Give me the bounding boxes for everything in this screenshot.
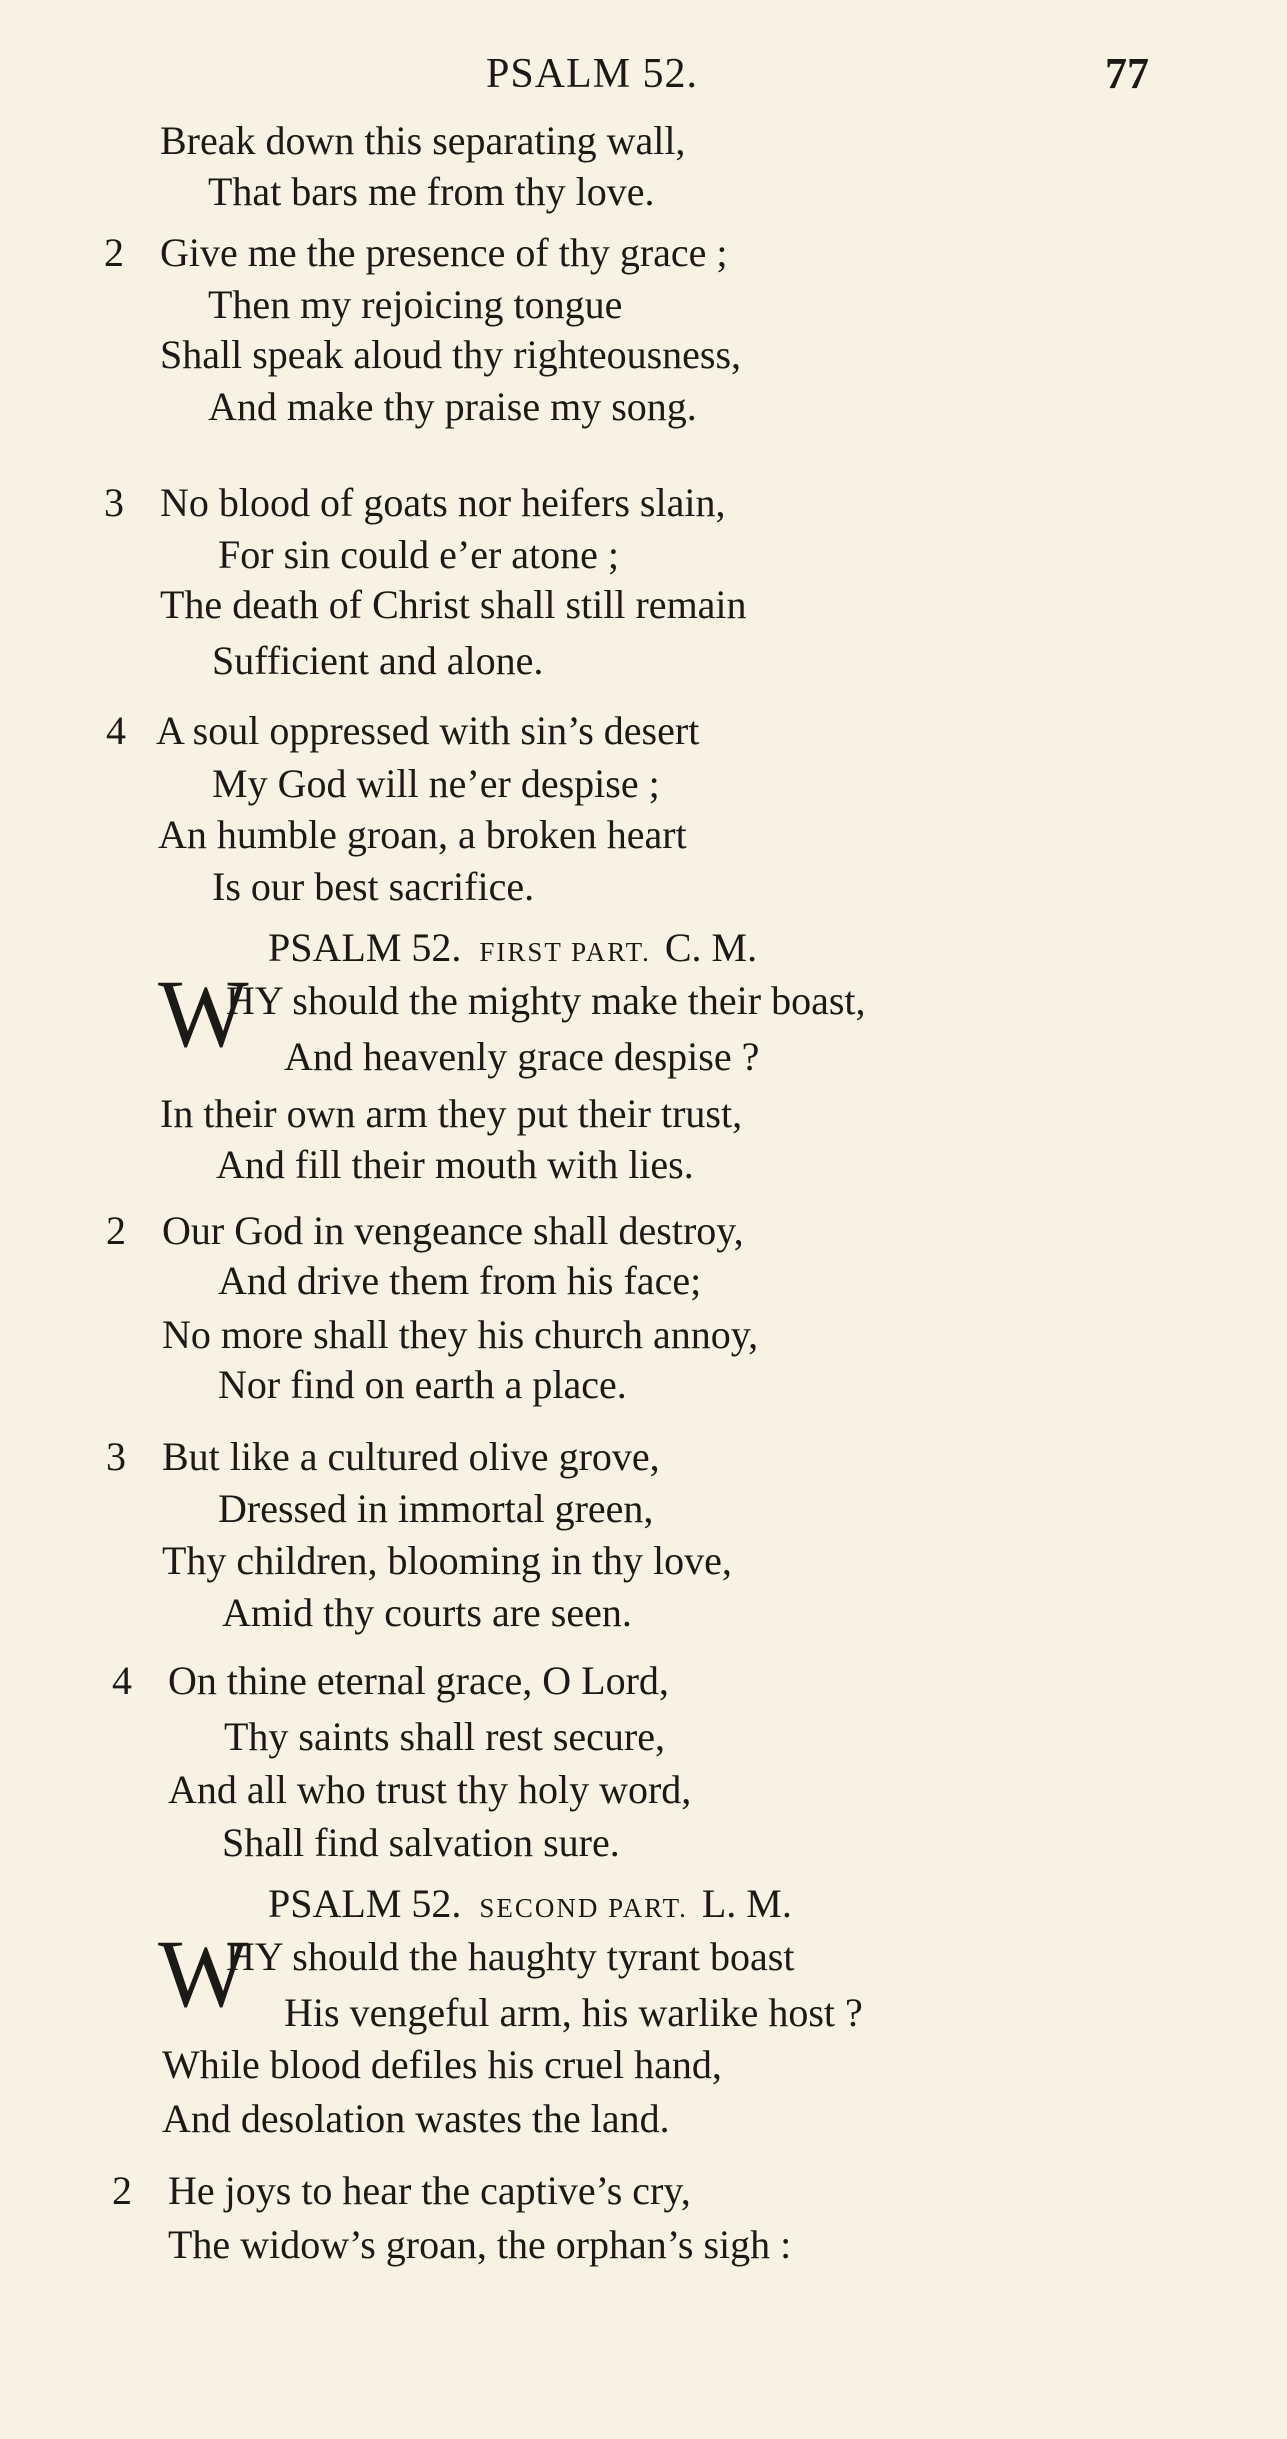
verse-line: And desolation wastes the land. (162, 2096, 670, 2141)
verse-line: Thy saints shall rest secure, (224, 1714, 665, 1759)
verse-line: Our God in vengeance shall destroy, (162, 1208, 744, 1253)
stanza-number: 2 (104, 230, 124, 275)
verse-line: While blood defiles his cruel hand, (162, 2042, 722, 2087)
verse-line: Shall find salvation sure. (222, 1820, 620, 1865)
verse-line: The death of Christ shall still remain (160, 582, 747, 627)
verse-line: Break down this separating wall, (160, 118, 686, 163)
stanza-number: 2 (106, 1208, 126, 1253)
verse-line: But like a cultured olive grove, (162, 1434, 660, 1479)
stanza-number: 3 (106, 1434, 126, 1479)
stanza-number: 3 (104, 480, 124, 525)
verse-line: Sufficient and alone. (212, 638, 544, 683)
drop-cap-letter: W (158, 1920, 249, 2027)
verse-line: An humble groan, a broken heart (158, 812, 687, 857)
verse-line: The widow’s groan, the orphan’s sigh : (168, 2222, 792, 2267)
verse-line: A soul oppressed with sin’s desert (156, 708, 700, 753)
psalm-heading-meter: L. M. (701, 1881, 792, 1926)
psalm-heading-second-part (268, 1878, 792, 1934)
verse-line: In their own arm they put their trust, (160, 1091, 743, 1136)
verse-line: No blood of goats nor heifers slain, (160, 480, 726, 525)
verse-line: Then my rejoicing tongue (208, 282, 623, 327)
page-number: 77 (1105, 49, 1149, 98)
psalm-heading-title: PSALM 52. (268, 925, 462, 970)
verse-line: HY should the mighty make their boast, (226, 978, 866, 1023)
verse-line: And make thy praise my song. (208, 384, 697, 429)
verse-line: That bars me from thy love. (208, 169, 655, 214)
verse-line: And heavenly grace despise ? (284, 1034, 760, 1079)
verse-line: Is our best sacrifice. (212, 864, 535, 909)
verse-line: My God will ne’er despise ; (212, 761, 660, 806)
psalm-heading-part: FIRST PART. (479, 937, 651, 967)
verse-line: And drive them from his face; (218, 1258, 702, 1303)
verse-line: HY should the haughty tyrant boast (226, 1934, 795, 1979)
psalm-heading-meter: C. M. (664, 925, 758, 970)
verse-line: His vengeful arm, his warlike host ? (284, 1990, 863, 2035)
stanza-number: 4 (112, 1658, 132, 1703)
verse-line: Thy children, blooming in thy love, (162, 1538, 732, 1583)
psalm-heading-part: SECOND PART. (479, 1893, 688, 1923)
verse-line: Amid thy courts are seen. (222, 1590, 632, 1635)
verse-line: He joys to hear the captive’s cry, (168, 2168, 691, 2213)
verse-line: And all who trust thy holy word, (168, 1767, 692, 1812)
verse-line: No more shall they his church annoy, (162, 1312, 759, 1357)
stanza-number: 2 (112, 2168, 132, 2213)
psalm-heading-title: PSALM 52. (268, 1881, 462, 1926)
verse-line: Nor find on earth a place. (218, 1362, 627, 1407)
verse-line: Give me the presence of thy grace ; (160, 230, 728, 275)
verse-line: Shall speak aloud thy righteousness, (160, 332, 742, 377)
verse-line: And fill their mouth with lies. (216, 1142, 694, 1187)
running-header-title: PSALM 52. (486, 51, 699, 97)
verse-line: For sin could e’er atone ; (218, 532, 619, 577)
verse-line: On thine eternal grace, O Lord, (168, 1658, 669, 1703)
verse-line: Dressed in immortal green, (218, 1486, 654, 1531)
stanza-number: 4 (106, 708, 126, 753)
psalm-heading-first-part (268, 922, 757, 978)
drop-cap-letter: W (158, 960, 249, 1067)
